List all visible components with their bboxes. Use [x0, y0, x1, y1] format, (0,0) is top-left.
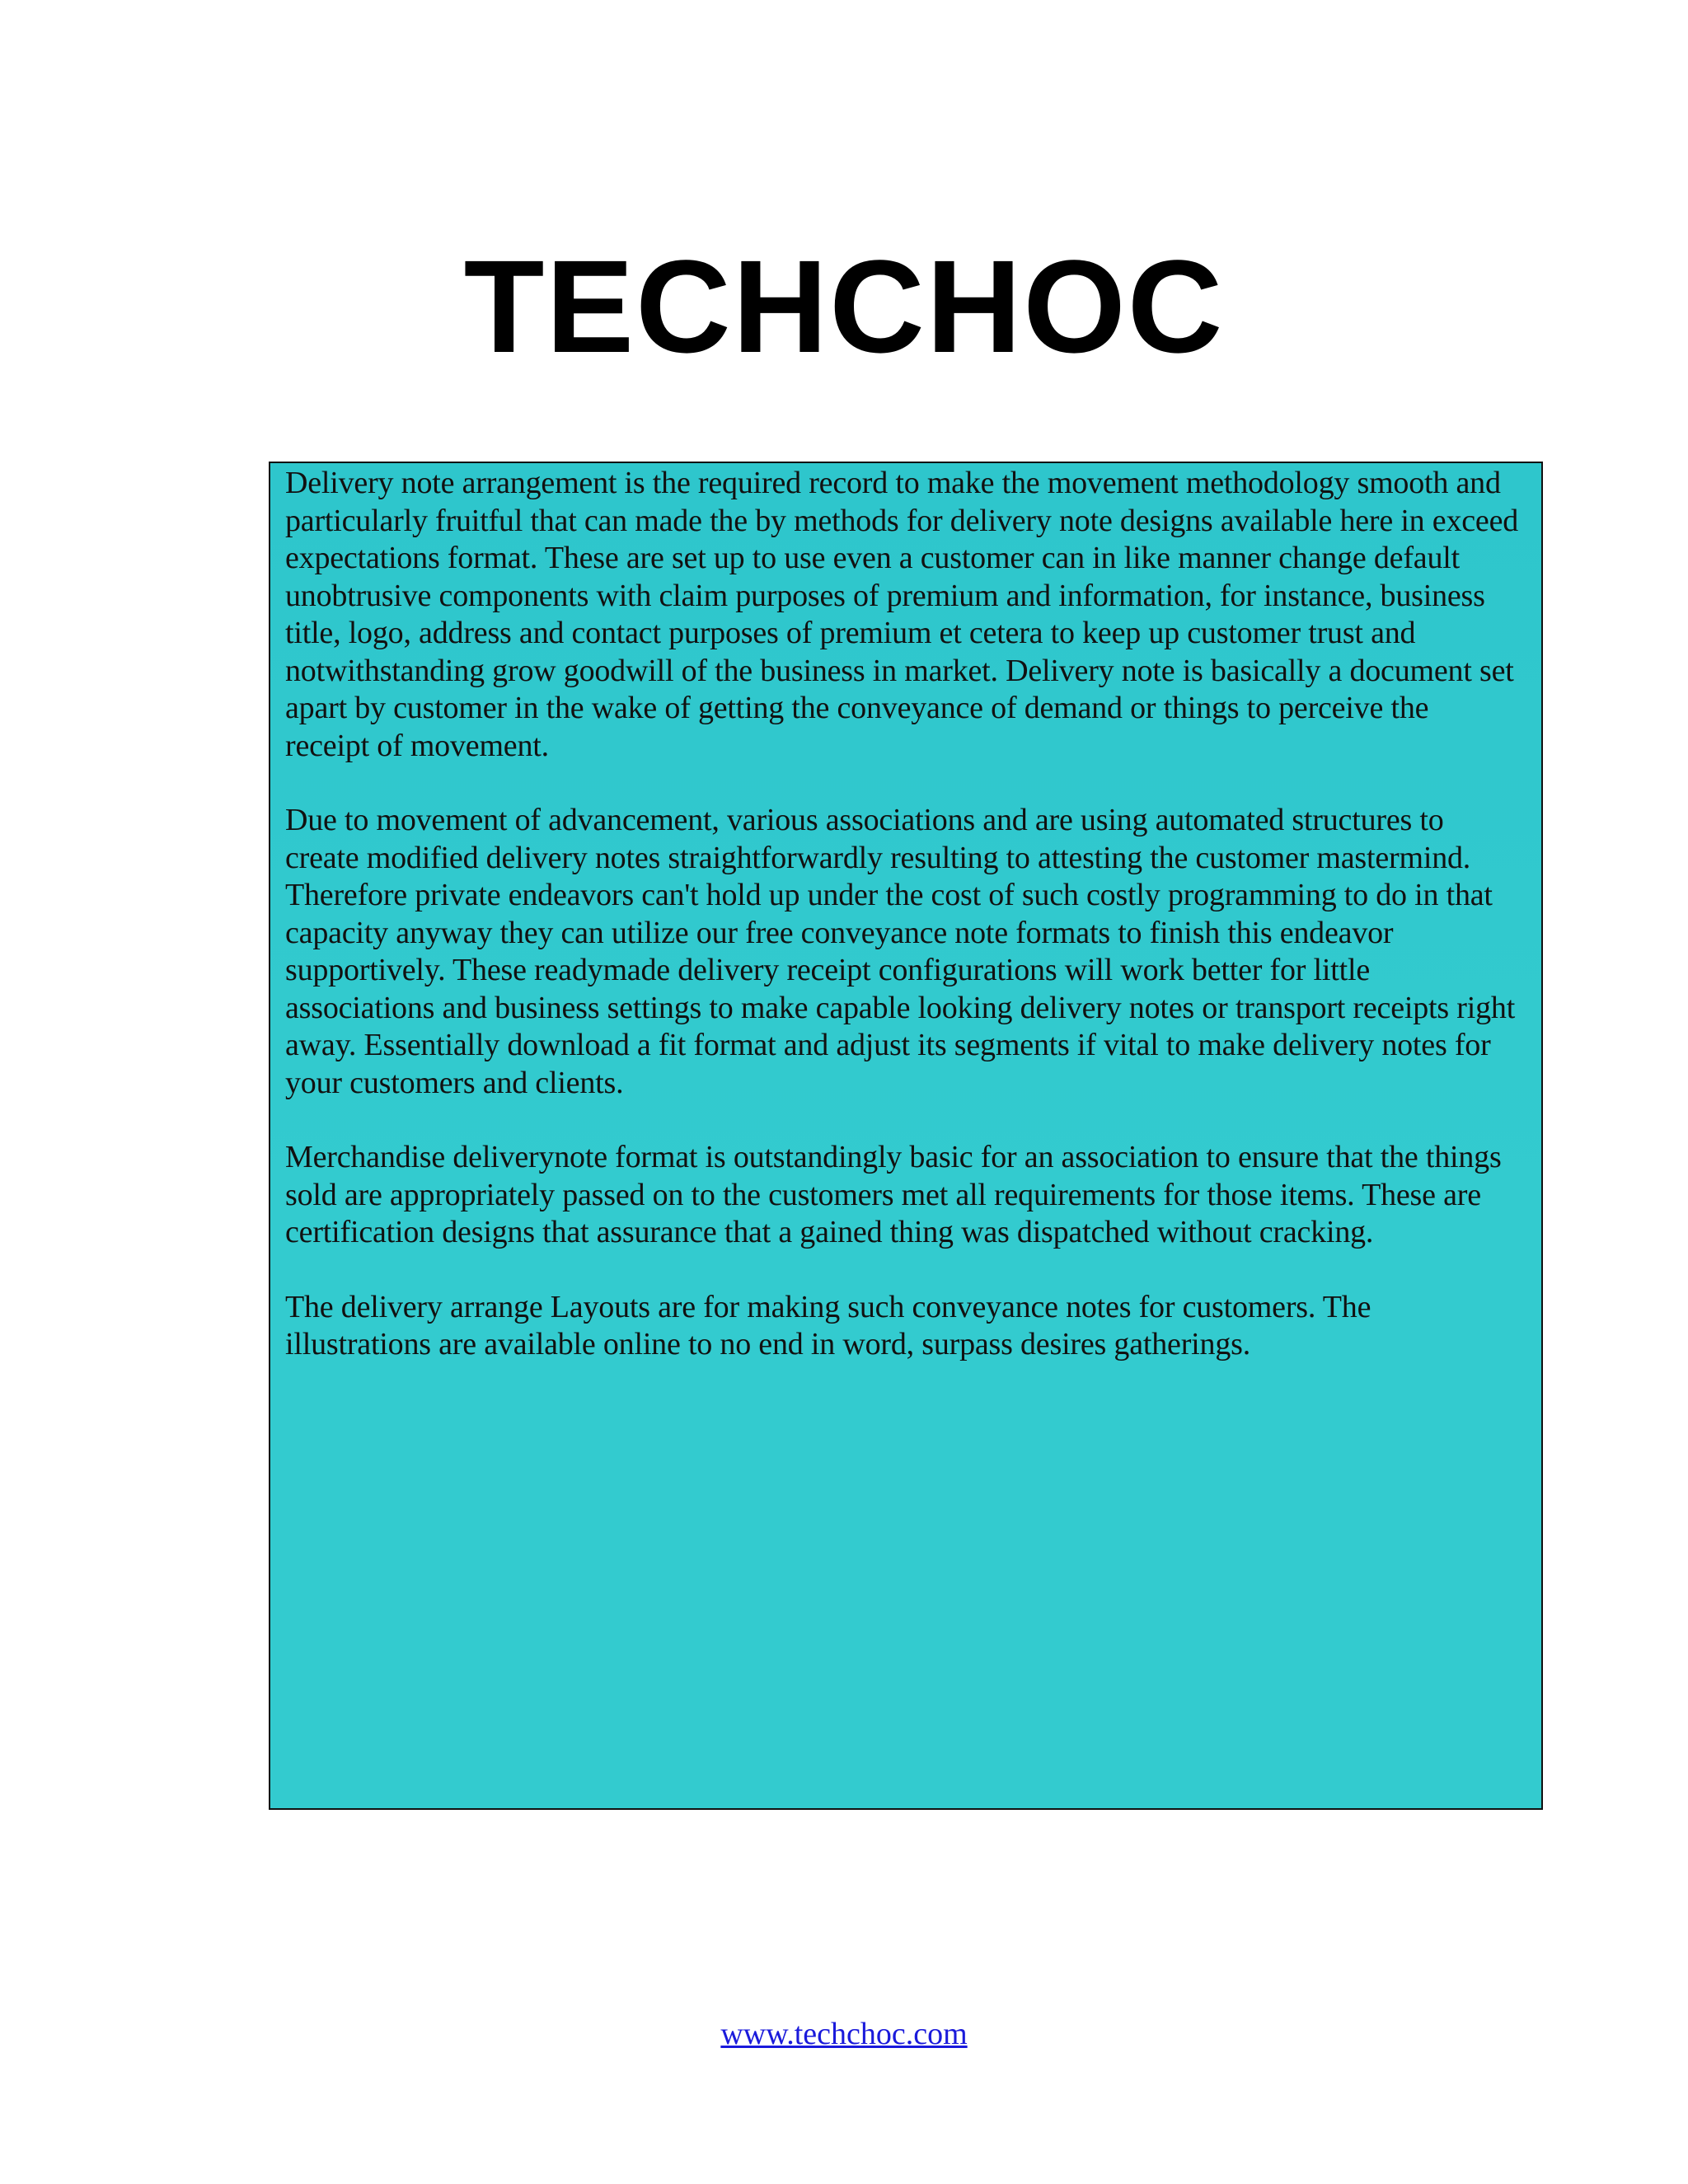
- paragraph-1: Delivery note arrangement is the required record to make the movement methodology smooth and particularly fruitful that can made the by methods for delivery note designs available here in exceed expectations format. These are set up to use even a customer can in like manner change default unobtrusive components with claim purposes of premium and information, for instance, business title, logo, address and contact purposes of premium et cetera to keep up customer trust and notwithstanding grow goodwill of the business in market. Delivery note is basically a document set apart by customer in the wake of getting the conveyance of demand or things to perceive the receipt of movement.: [285, 466, 1519, 763]
- paragraph-2: Due to movement of advancement, various associations and are using automated structures to create modified delivery notes straightforwardly resulting to attesting the customer mastermind. Therefore private endeavors can't hold up under the cost of such costly programming to do in that capacity anyway they can utilize our free conveyance note formats to finish this endeavor supportively. These readymade delivery receipt configurations will work better for little associations and business settings to make capable looking delivery notes or transport receipts right away. Essentially download a fit format and adjust its segments if vital to make delivery notes for your customers and clients.: [285, 803, 1516, 1100]
- website-link[interactable]: www.techchoc.com: [720, 2017, 968, 2051]
- footer: [0, 2013, 1688, 2055]
- page-title: TECHCHOC: [463, 232, 1225, 380]
- paragraph-3: Merchandise deliverynote format is outstandingly basic for an association to ensure that the things sold are appropriately passed on to the customers met all requirements for those items. These are certification designs that assurance that a gained thing was dispatched without cracking.: [285, 1140, 1502, 1249]
- content-box: [269, 462, 1543, 1810]
- paragraph-4: The delivery arrange Layouts are for making such conveyance notes for customers. The illustrations are available online to no end in word, surpass desires gatherings.: [285, 1289, 1372, 1361]
